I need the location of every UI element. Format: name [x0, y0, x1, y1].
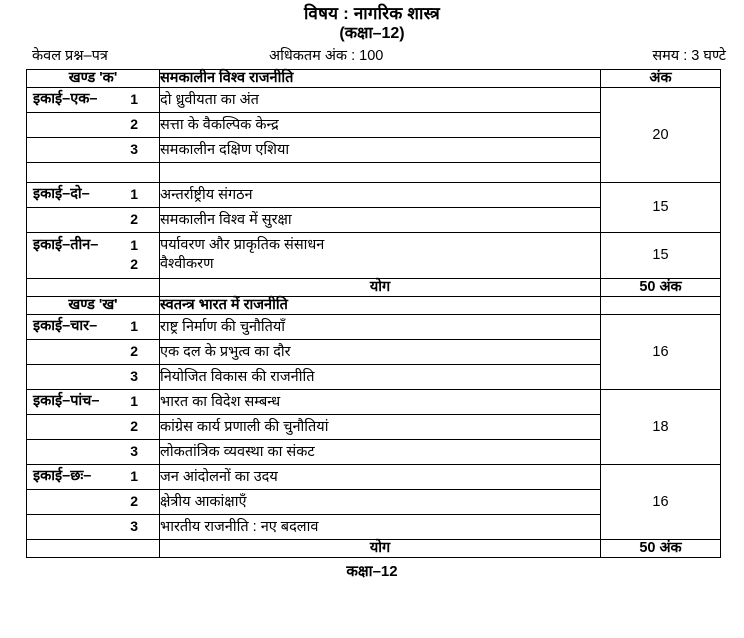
topic-cell: क्षेत्रीय आकांक्षाएँ: [160, 490, 601, 515]
page-subtitle: (कक्षा–12): [339, 25, 405, 42]
section-title: स्वतन्त्र भारत में राजनीति: [160, 297, 601, 315]
unit-cell: [27, 515, 160, 540]
unit-cell-inner: [27, 415, 159, 439]
unit-item-number: 1: [130, 237, 138, 253]
unit-cell-inner: [27, 88, 159, 112]
unit-label: इकाई–छः–: [33, 468, 92, 484]
topic-cell: दो ध्रुवीयता का अंत: [160, 88, 601, 113]
unit-cell: [27, 208, 160, 233]
unit-label: इकाई–दो–: [33, 186, 90, 202]
section-header-row: [27, 70, 721, 88]
unit-item-number: 3: [130, 443, 138, 459]
unit-cell: [27, 390, 160, 415]
unit-cell-inner: [27, 340, 159, 364]
total-marks: 50 अंक: [601, 279, 721, 297]
unit-item-number: 2: [130, 116, 138, 132]
unit-item-number: 3: [130, 141, 138, 157]
syllabus-table: [26, 69, 721, 558]
unit-item-number: 2: [130, 493, 138, 509]
unit-marks-cell: 18: [601, 390, 721, 465]
topic-cell: [160, 163, 601, 183]
unit-item-number: 2: [130, 418, 138, 434]
unit-cell-inner: [27, 465, 159, 489]
unit-item-number: 1: [130, 468, 138, 484]
unit-cell-inner: [27, 440, 159, 464]
total-marks: 50 अंक: [601, 540, 721, 558]
topic-cell: कांग्रेस कार्य प्रणाली की चुनौतियां: [160, 415, 601, 440]
unit-cell-inner: [27, 163, 159, 182]
table-row: [27, 233, 721, 279]
table-row: [27, 465, 721, 490]
unit-cell-inner: [27, 113, 159, 137]
total-empty-cell: [27, 279, 160, 297]
table-row: [27, 88, 721, 113]
unit-marks-cell: 15: [601, 183, 721, 233]
table-row: [27, 390, 721, 415]
topic-cell: जन आंदोलनों का उदय: [160, 465, 601, 490]
topic-cell: समकालीन दक्षिण एशिया: [160, 138, 601, 163]
syllabus-table-body: [27, 70, 721, 558]
topic-cell: नियोजित विकास की राजनीति: [160, 365, 601, 390]
section-label: खण्ड 'क': [27, 70, 160, 88]
exam-meta-row: [0, 47, 744, 65]
unit-marks-cell: 16: [601, 315, 721, 390]
unit-cell-inner: [27, 490, 159, 514]
total-label: योग: [160, 540, 601, 558]
unit-item-number: 2: [130, 343, 138, 359]
unit-label: इकाई–पांच–: [33, 393, 100, 409]
unit-item-number: 1: [130, 186, 138, 202]
unit-cell: [27, 138, 160, 163]
unit-item-number: 3: [130, 518, 138, 534]
unit-cell-inner: [27, 208, 159, 232]
topic-cell: भारतीय राजनीति : नए बदलाव: [160, 515, 601, 540]
unit-cell: [27, 440, 160, 465]
topic-text: वैश्वीकरण: [160, 256, 214, 272]
unit-cell-inner: [27, 390, 159, 414]
unit-item-number: 2: [130, 211, 138, 227]
unit-cell: [27, 365, 160, 390]
topic-cell: [160, 233, 601, 279]
unit-cell: [27, 490, 160, 515]
table-row: [27, 183, 721, 208]
unit-marks-cell: 20: [601, 88, 721, 183]
unit-marks-cell: 16: [601, 465, 721, 540]
unit-cell: [27, 415, 160, 440]
unit-line: [33, 255, 150, 274]
topic-text: पर्यावरण और प्राकृतिक संसाधन: [160, 237, 325, 253]
syllabus-table-wrapper: [0, 69, 744, 558]
section-total-row: [27, 540, 721, 558]
topic-cell: भारत का विदेश सम्बन्ध: [160, 390, 601, 415]
total-empty-cell: [27, 540, 160, 558]
unit-label: इकाई–तीन–: [33, 237, 99, 253]
page-title: विषय : नागरिक शास्त्र: [304, 4, 440, 23]
table-row: [27, 315, 721, 340]
unit-cell: [27, 88, 160, 113]
duration-label: समय : 3 घण्टे: [652, 48, 726, 64]
paper-type-label: केवल प्रश्न–पत्र: [32, 48, 108, 64]
unit-cell-inner: [27, 515, 159, 539]
section-label: खण्ड 'ख': [27, 297, 160, 315]
unit-cell: [27, 465, 160, 490]
unit-cell-inner: [27, 233, 159, 278]
unit-cell-inner: [27, 138, 159, 162]
section-header-row: [27, 297, 721, 315]
unit-item-number: 3: [130, 368, 138, 384]
unit-item-number: 1: [130, 393, 138, 409]
unit-item-number: 2: [130, 256, 138, 272]
unit-line: [33, 236, 150, 255]
marks-column-header: अंक: [601, 70, 721, 88]
unit-cell: [27, 340, 160, 365]
unit-cell: [27, 163, 160, 183]
unit-cell-inner: [27, 365, 159, 389]
max-marks-label: अधिकतम अंक : 100: [269, 48, 384, 64]
syllabus-page: [0, 3, 744, 638]
unit-cell: [27, 315, 160, 340]
unit-cell-inner: [27, 183, 159, 207]
unit-label: इकाई–एक–: [33, 91, 98, 107]
topic-cell: एक दल के प्रभुत्व का दौर: [160, 340, 601, 365]
topic-cell: राष्ट्र निर्माण की चुनौतियाँ: [160, 315, 601, 340]
unit-cell-inner: [27, 315, 159, 339]
unit-cell: [27, 183, 160, 208]
unit-item-number: 1: [130, 318, 138, 334]
unit-marks-cell: 15: [601, 233, 721, 279]
section-marks-cell: [601, 297, 721, 315]
topic-cell: अन्तर्राष्ट्रीय संगठन: [160, 183, 601, 208]
section-title: समकालीन विश्व राजनीति: [160, 70, 601, 88]
unit-cell: [27, 233, 160, 279]
topic-cell: समकालीन विश्व में सुरक्षा: [160, 208, 601, 233]
topic-cell: सत्ता के वैकल्पिक केन्द्र: [160, 113, 601, 138]
unit-label: इकाई–चार–: [33, 318, 98, 334]
unit-cell: [27, 113, 160, 138]
footer-class-note: कक्षा–12: [346, 563, 398, 580]
unit-item-number: 1: [130, 91, 138, 107]
topic-cell: लोकतांत्रिक व्यवस्था का संकट: [160, 440, 601, 465]
total-label: योग: [160, 279, 601, 297]
section-total-row: [27, 279, 721, 297]
